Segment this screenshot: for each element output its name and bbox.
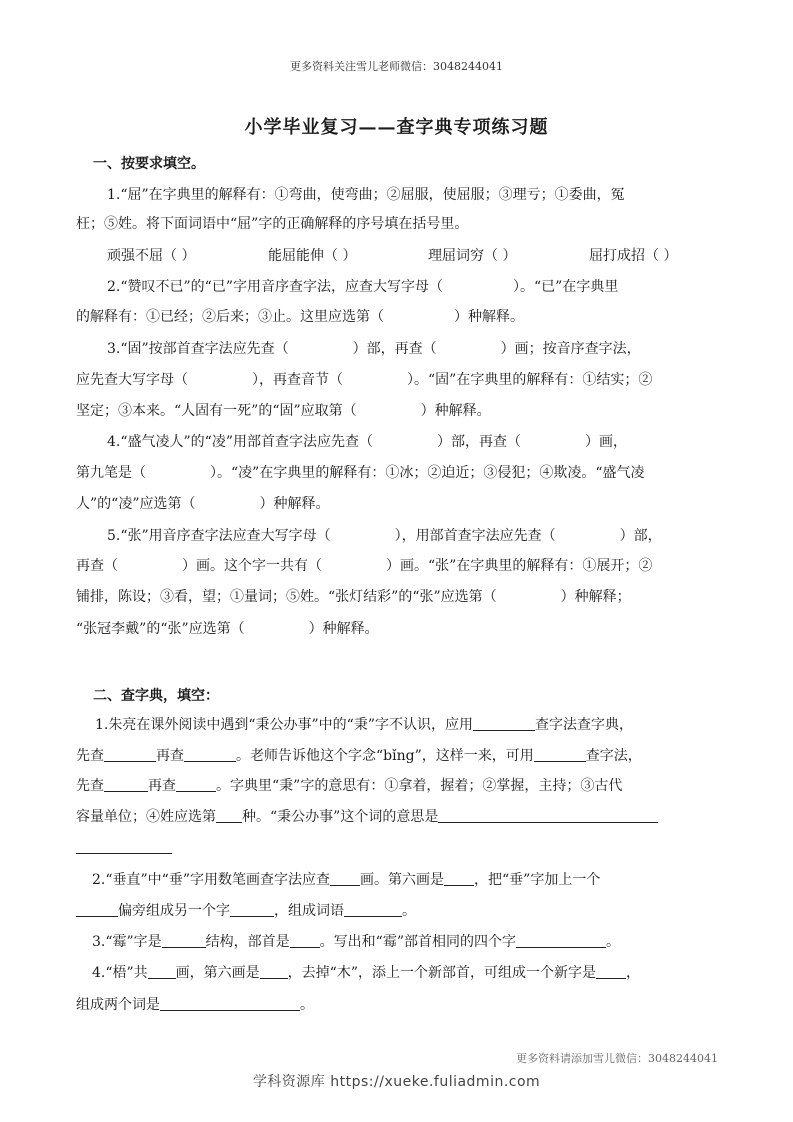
q5-line-3 xyxy=(76,587,631,607)
s2q2-text-b: 画。第六画是 xyxy=(360,872,444,888)
s2-q1-line-2 xyxy=(76,746,642,766)
s2-q1-line-5 xyxy=(76,838,172,858)
s2q1-blank-6[interactable] xyxy=(176,777,216,792)
s2q4-text-f: 。 xyxy=(300,997,314,1013)
q2-text-b: ）。“已”在字典里 xyxy=(513,279,619,295)
s2q4-blank-3[interactable] xyxy=(596,964,626,979)
q5-text-i: “张冠李戴”的“张”应选第（ xyxy=(76,621,245,637)
s2q1-blank-5[interactable] xyxy=(104,777,148,792)
q4-text-e: ）。“凌”在字典里的解释有：①冰；②迫近；③侵犯；④欺凌。“盛气凌 xyxy=(210,465,645,481)
s2q1-blank-3[interactable] xyxy=(184,747,236,762)
s2-q4-line-2 xyxy=(76,995,314,1015)
s2-q1-line-4 xyxy=(76,807,658,827)
q5-text-g: 铺排，陈设；③看，望；①量词；⑤姓。“张灯结彩”的“张”应选第（ xyxy=(76,589,497,605)
q1-item-2: 能屈能伸（ ） xyxy=(268,248,357,264)
s2q4-text-b: 画，第六画是 xyxy=(175,965,260,981)
q3-text-h: ）种解释。 xyxy=(420,403,491,419)
s2q3-blank-2[interactable] xyxy=(290,933,320,948)
q3-text-c: ）画；按音序查字法， xyxy=(500,341,641,357)
q3-text-g: 坚定；③本来。“人固有一死”的“固”应取第（ xyxy=(76,403,357,419)
q4-text-b: ）部，再查（ xyxy=(437,434,521,450)
q2-text-c: 的解释有：①已经；②后来；③止。这里应选第（ xyxy=(76,309,384,325)
q5-text-e: ）画。这个字一共有（ xyxy=(182,558,322,574)
q1-item-3: 理屈词穷（ ） xyxy=(428,248,517,264)
s2q4-text-d: ， xyxy=(626,965,640,981)
s2q2-text-a: 2.“垂直”中“垂”字用数笔画查字法应查 xyxy=(92,872,330,888)
s2q2-text-f: 。 xyxy=(402,903,416,919)
s2q4-text-a: 4.“梧”共 xyxy=(92,965,148,981)
q5-text-c: ）部， xyxy=(619,528,662,544)
section-1-heading: 一、按要求填空。 xyxy=(93,156,205,172)
s2q3-blank-3[interactable] xyxy=(516,933,606,948)
s2-q3-line xyxy=(92,932,620,952)
s2q1-text-f: 查字法， xyxy=(585,748,642,764)
s2q3-text-a: 3.“霉”字是 xyxy=(92,934,162,950)
s2q2-text-d: 偏旁组成另一个字 xyxy=(118,903,230,919)
s2q3-text-d: 。 xyxy=(606,934,620,950)
s2q1-blank-4[interactable] xyxy=(534,747,586,762)
site-watermark: 学科资源库 https://xueke.fuliadmin.com xyxy=(252,1074,541,1090)
s2q2-text-e: ，组成词语 xyxy=(274,903,344,919)
s2q1-text-b: 查字法查字典， xyxy=(535,717,633,733)
s2q4-text-c: ，去掉“木”，添上一个新部首，可组成一个新字是 xyxy=(287,965,596,981)
s2q3-text-c: 。写出和“霉”部首相同的四个字 xyxy=(319,934,516,950)
s2q3-blank-1[interactable] xyxy=(162,933,206,948)
s2q1-text-a: 1.朱亮在课外阅读中遇到“秉公办事”中的“秉”字不认识，应用 xyxy=(95,717,473,733)
s2q1-blank-7[interactable] xyxy=(216,808,242,823)
s2q1-text-i: 。字典里“秉”字的意思有：①拿着，握着；②掌握，主持；③古代 xyxy=(216,778,623,794)
q5-line-4 xyxy=(76,619,379,639)
q2-line-1 xyxy=(107,277,618,297)
q1-item-4: 屈打成招（ ） xyxy=(589,248,678,264)
s2q3-text-b: 结构，部首是 xyxy=(205,934,290,950)
q5-text-a: 5.“张”用音序查字法应查大写字母（ xyxy=(107,528,331,544)
q5-line-1 xyxy=(107,526,662,546)
s2q2-blank-5[interactable] xyxy=(344,902,402,917)
q3-text-a: 3.“固”按部首查字法应先查（ xyxy=(107,341,289,357)
s2q1-text-j: 容量单位；④姓应选第 xyxy=(76,809,216,825)
q4-text-a: 4.“盛气凌人”的“凌”用部首查字法应先查（ xyxy=(107,434,373,450)
q4-line-1 xyxy=(107,432,627,452)
q1-line-2: 枉；⑤姓。将下面词语中“屈”字的正确解释的序号填在括号里。 xyxy=(76,216,469,232)
s2q4-blank-4[interactable] xyxy=(160,996,300,1011)
q5-text-j: ）种解释。 xyxy=(308,621,379,637)
q3-line-3 xyxy=(76,401,491,421)
page-title: 小学毕业复习——查字典专项练习题 xyxy=(244,117,549,138)
q4-text-d: 第九笔是（ xyxy=(76,465,146,481)
q5-text-f: ）画。“张”在字典里的解释有：①展开；② xyxy=(386,558,653,574)
q4-text-g: ）种解释。 xyxy=(259,496,330,512)
s2-q2-line-1 xyxy=(92,870,600,890)
s2q2-text-c: ，把“垂”字加上一个 xyxy=(474,872,601,888)
q3-line-1 xyxy=(107,339,641,359)
s2-q1-line-1 xyxy=(95,715,633,735)
q4-text-f: 人”的“凌”应选第（ xyxy=(76,496,196,512)
q3-text-f: ）。“固”在字典里的解释有：①结实；② xyxy=(407,372,653,388)
q2-line-2 xyxy=(76,307,524,327)
q5-line-2 xyxy=(76,556,652,576)
s2q4-blank-1[interactable] xyxy=(148,964,176,979)
q5-text-d: 再查（ xyxy=(76,558,118,574)
q4-line-3 xyxy=(76,494,329,514)
s2q1-text-k: 种。“秉公办事”这个词的意思是 xyxy=(242,809,439,825)
s2q1-text-h: 再查 xyxy=(148,778,176,794)
q1-line-1: 1.“屈”在字典里的解释有：①弯曲，使弯曲；②屈服，使屈服；③理亏；①委曲，冤 xyxy=(107,187,625,203)
s2-q2-line-2 xyxy=(76,901,416,921)
q3-line-2 xyxy=(76,370,652,390)
footnote-wechat: 更多资料请添加雪儿微信：3048244041 xyxy=(516,1052,718,1065)
page-header: 更多资料关注雪儿老师微信：3048244041 xyxy=(290,60,503,73)
s2q1-blank-8-continued[interactable] xyxy=(76,839,172,854)
q5-text-b: ），用部首查字法应先查（ xyxy=(394,528,556,544)
section-2-heading: 二、查字典，填空： xyxy=(93,688,219,704)
s2-q4-line-1 xyxy=(92,963,640,983)
s2q1-text-e: 。老师告诉他这个字念“bǐng”，这样一来，可用 xyxy=(236,748,534,764)
s2q1-text-d: 再查 xyxy=(156,748,184,764)
s2q1-text-g: 先查 xyxy=(76,778,104,794)
q3-text-e: ），再查音节（ xyxy=(252,372,343,388)
s2q2-blank-3[interactable] xyxy=(76,902,118,917)
s2q4-text-e: 组成两个词是 xyxy=(76,997,160,1013)
q4-line-2 xyxy=(76,463,644,483)
q3-text-d: 应先查大写字母（ xyxy=(76,372,188,388)
q2-text-a: 2.“赞叹不已”的“已”字用音序查字法，应查大写字母（ xyxy=(107,279,443,295)
q1-item-1: 顽强不屈（ ） xyxy=(107,248,196,264)
s2q4-blank-2[interactable] xyxy=(260,964,288,979)
q5-text-h: ）种解释； xyxy=(560,589,631,605)
s2q1-text-c: 先查 xyxy=(76,748,104,764)
s2q1-blank-1[interactable] xyxy=(473,716,535,731)
s2q1-blank-8[interactable] xyxy=(438,808,658,823)
s2-q1-line-3 xyxy=(76,776,622,796)
s2q1-blank-2[interactable] xyxy=(104,747,156,762)
q3-text-b: ）部，再查（ xyxy=(352,341,437,357)
q2-text-d: ）种解释。 xyxy=(454,309,524,325)
s2q2-blank-1[interactable] xyxy=(330,871,360,886)
q4-text-c: ）画， xyxy=(585,434,627,450)
s2q2-blank-2[interactable] xyxy=(444,871,474,886)
s2q2-blank-4[interactable] xyxy=(230,902,274,917)
